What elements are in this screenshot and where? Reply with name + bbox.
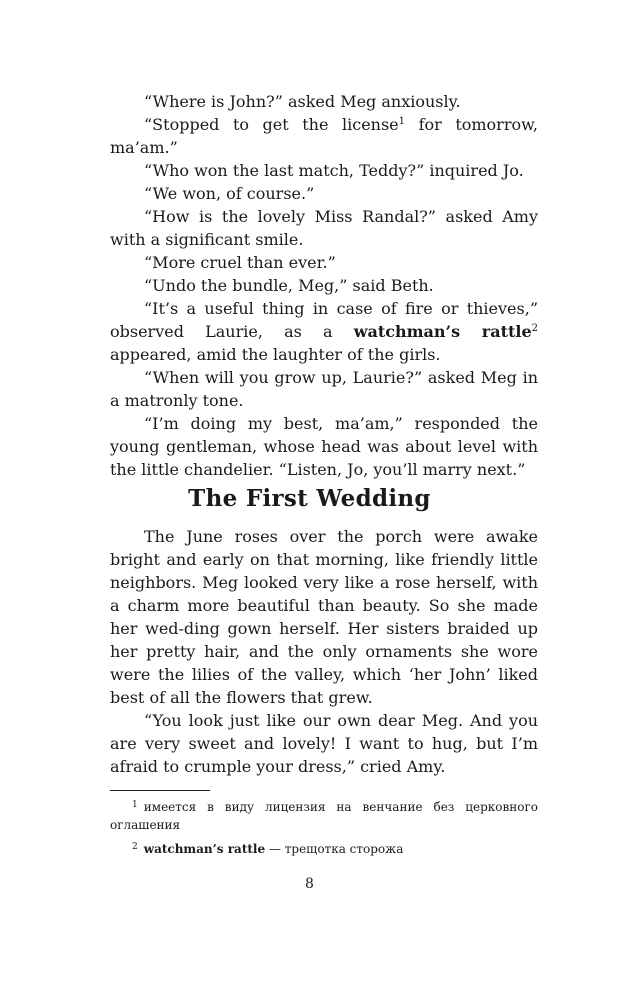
paragraph: “Stopped to get the license$^1$ for tomorrow, ma’am.” (110, 115, 538, 157)
paragraph: “It’s a useful thing in case of fire or thieves,” observed Laurie, as a watchman’s rattle$^2$ appeared, amid the laughter of the girls. (110, 299, 538, 364)
paragraph: “Where is John?” asked Meg anxiously. (144, 92, 461, 111)
footnote-divider (110, 790, 210, 791)
paragraph: “When will you grow up, Laurie?” asked Meg in a matronly tone. (110, 368, 538, 410)
page-number: 8 (305, 876, 314, 892)
dialogue-section (110, 90, 538, 481)
footnote-1: $^1$ имеется в виду лицензия на венчание без церковного оглашения (110, 800, 538, 832)
paragraph: “How is the lovely Miss Randal?” asked Amy with a significant smile. (110, 207, 538, 249)
chapter-title: The First Wedding (188, 485, 431, 512)
chapter-body (110, 525, 538, 778)
footnote-ref-1: 1 (398, 116, 406, 127)
paragraph: “Who won the last match, Teddy?” inquired Jo. (144, 161, 524, 180)
glossary-term: watchman’s rattle (353, 322, 532, 341)
footnote-ref-2: 2 (531, 323, 538, 334)
paragraph: “Undo the bundle, Meg,” said Beth. (144, 276, 434, 295)
paragraph: “You look just like our own dear Meg. And you are very sweet and lovely! I want to hug, but I’m afraid to crumple your dress,” cried Amy. (110, 711, 538, 776)
paragraph: “We won, of course.” (144, 184, 315, 203)
footnote-2: $^2$ watchman’s rattle — трещотка сторожа (132, 842, 404, 856)
footnote-term: watchman’s rattle (143, 842, 266, 856)
footnotes (110, 796, 538, 862)
paragraph: The June roses over the porch were awake bright and early on that morning, like friendly little neighbors. Meg looked very like a rose herself, with a charm more beautiful than beauty. So she made her wed-ding gown herself. Her sisters braided up her pretty hair, and the only ornaments she wore were the lilies of the valley, which ‘her John’ liked best of all the flowers that grew. (110, 527, 538, 707)
paragraph: “More cruel than ever.” (144, 253, 336, 272)
paragraph: “I’m doing my best, ma’am,” responded the young gentleman, whose head was about level with the little chandelier. “Listen, Jo, you’ll marry next.” (110, 414, 538, 479)
